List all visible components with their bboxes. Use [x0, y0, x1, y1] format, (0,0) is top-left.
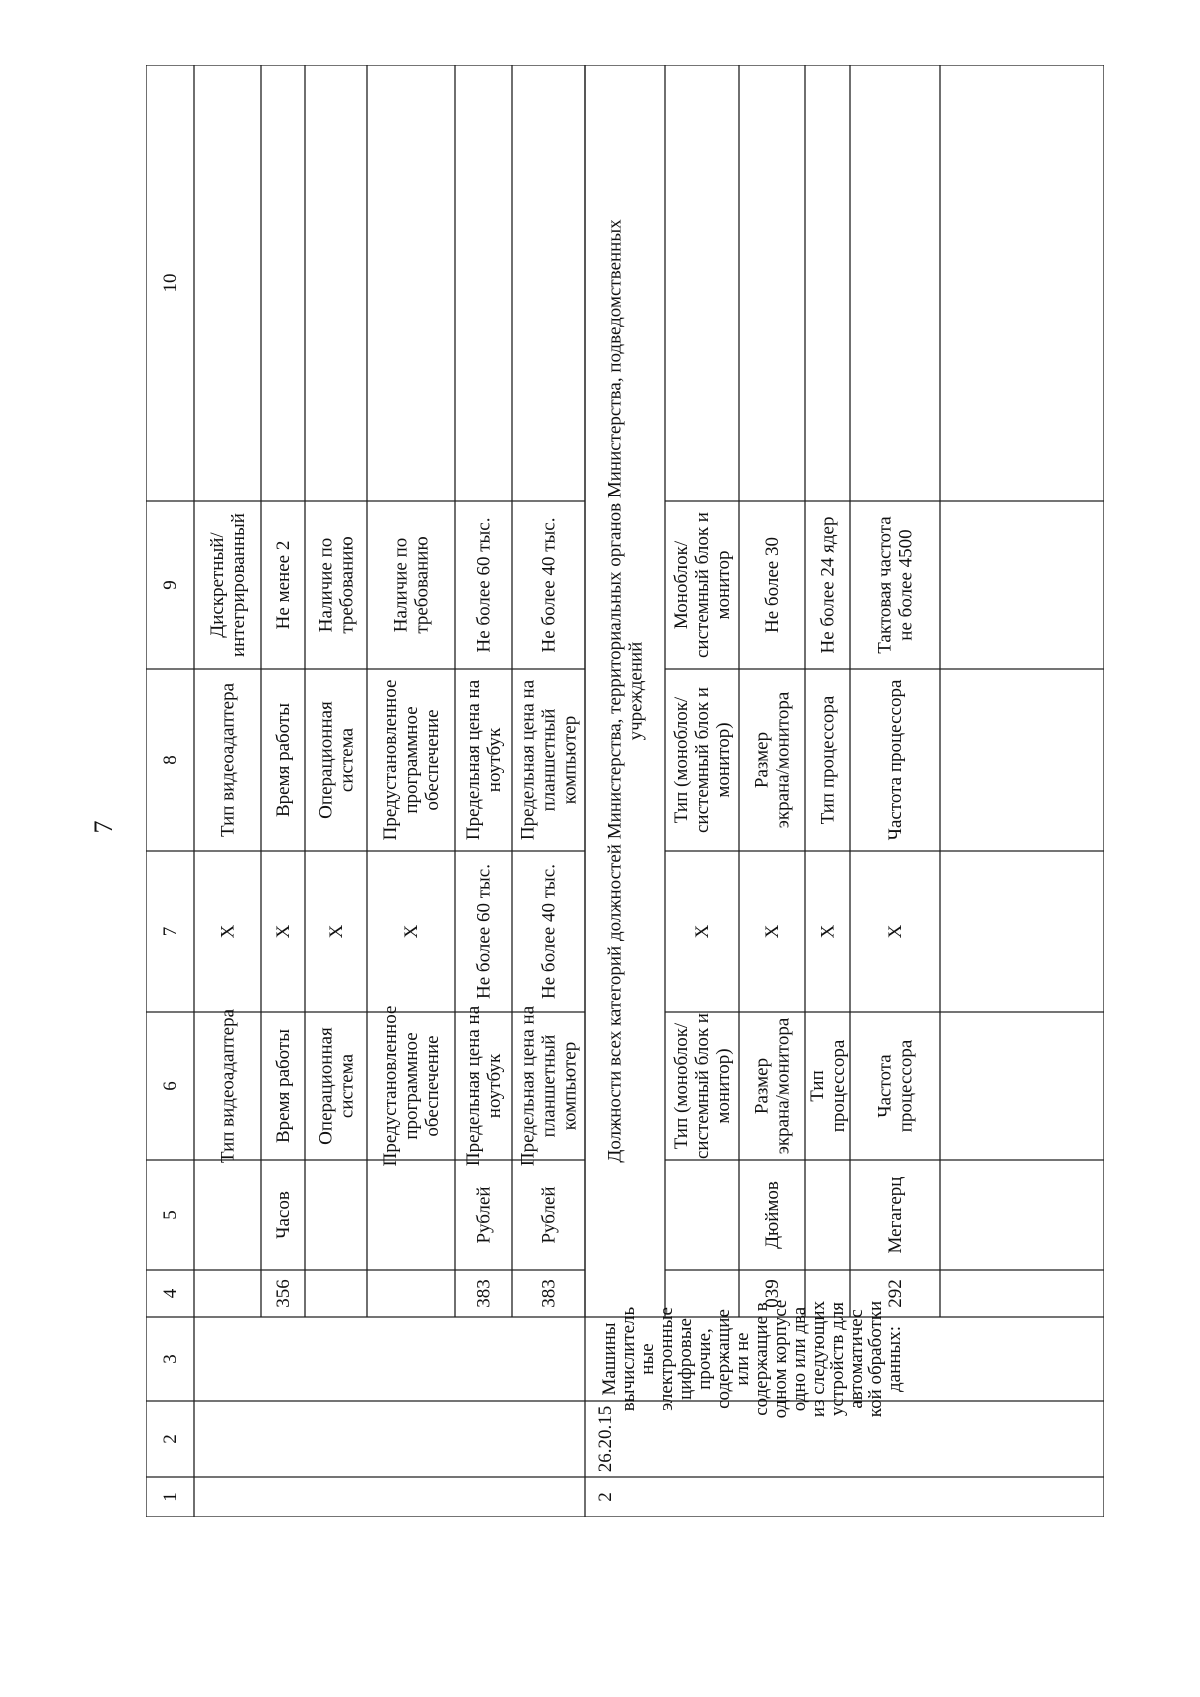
cell-value: Тактовая частотане более 4500 [874, 516, 917, 654]
document-table-frame [146, 65, 1104, 1517]
cell-okei-code: 383 [473, 1279, 495, 1308]
column-number: 9 [159, 580, 181, 590]
span-heading: Должности всех категорий должностей Министерства, территориальных органов Министерства, подведомственныхучреждений [604, 219, 647, 1163]
cell-approved-value: Х [325, 924, 347, 939]
cell-value: Наличие потребованию [390, 536, 433, 634]
cell-okei-code: 383 [538, 1279, 560, 1308]
cell-characteristic-2: Тип (моноблок/системный блок имонитор) [670, 687, 734, 833]
cell-value: Не более 40 тыс. [538, 517, 560, 653]
column-number: 10 [159, 273, 181, 293]
cell-unit: Мегагерц [884, 1176, 906, 1254]
cell-characteristic-2: Частота процессора [884, 679, 906, 841]
column-number: 4 [159, 1288, 181, 1299]
cell-characteristic: Операционнаясистема [315, 1027, 358, 1145]
cell-approved-value: Х [691, 924, 713, 939]
item-name: Машинывычислительныеэлектронныецифровыепрочие,содержащиеили несодержащие водном корпусеодно или дваиз следующихустройств дляавтоматической обработкиданных: [599, 1299, 905, 1419]
cell-characteristic-2: Операционнаясистема [315, 701, 358, 819]
cell-okei-code: 356 [272, 1279, 294, 1308]
column-number: 1 [159, 1492, 181, 1502]
cell-value: Дискретный/интегрированный [206, 513, 249, 657]
cell-characteristic: Предустановленноепрограммноеобеспечение [379, 1005, 443, 1167]
table-rotated-group [146, 65, 1104, 1517]
cell-unit: Рублей [473, 1186, 495, 1244]
cell-characteristic-2: Предустановленноепрограммноеобеспечение [379, 679, 443, 841]
cell-okei-code: 292 [884, 1279, 906, 1308]
cell-characteristic: Время работы [272, 1028, 294, 1144]
cell-characteristic: Размерэкрана/монитора [751, 1017, 794, 1155]
cell-approved-value: Х [217, 924, 239, 939]
cell-approved-value: Х [272, 924, 294, 939]
cell-value: Моноблок/системный блок имонитор [670, 512, 734, 658]
cell-value: Наличие потребованию [315, 536, 358, 634]
cell-characteristic-2: Тип видеоадаптера [217, 682, 239, 838]
cell-unit: Рублей [538, 1186, 560, 1244]
cell-unit: Часов [272, 1191, 294, 1239]
cell-characteristic: Предельная цена напланшетныйкомпьютер [517, 1005, 581, 1167]
cell-okei-code: 039 [761, 1279, 783, 1308]
cell-approved-value: Х [817, 924, 839, 939]
cell-value: Не менее 2 [272, 540, 294, 630]
cell-unit: Дюймов [761, 1181, 783, 1249]
column-number: 3 [159, 1354, 181, 1364]
item-number: 2 [594, 1492, 616, 1502]
cell-approved-value: Х [884, 924, 906, 939]
cell-approved-value: Не более 40 тыс. [538, 864, 560, 999]
column-number: 6 [159, 1081, 181, 1091]
cell-characteristic: Частотапроцессора [874, 1039, 917, 1133]
column-number: 8 [159, 755, 181, 765]
cell-value: Не более 60 тыс. [473, 517, 495, 653]
cell-characteristic: Тип (моноблок/системный блок имонитор) [670, 1013, 734, 1159]
cell-characteristic-2: Предельная цена напланшетныйкомпьютер [517, 679, 581, 841]
cell-characteristic-2: Предельная цена наноутбук [462, 679, 505, 841]
cell-characteristic-2: Время работы [272, 702, 294, 818]
column-number: 7 [159, 926, 181, 937]
cell-characteristic-2: Тип процессора [817, 695, 839, 825]
column-number: 2 [159, 1434, 181, 1444]
cell-characteristic-2: Размерэкрана/монитора [751, 691, 794, 829]
cell-characteristic: Тип видеоадаптера [217, 1008, 239, 1164]
document-table [146, 65, 1104, 1517]
cell-approved-value: Х [400, 924, 422, 939]
cell-characteristic: Типпроцессора [806, 1039, 849, 1133]
cell-approved-value: Х [761, 924, 783, 939]
cell-value: Не более 24 ядер [817, 516, 839, 654]
page-number: 7 [89, 820, 118, 834]
cell-approved-value: Не более 60 тыс. [473, 864, 495, 999]
item-okpd-code: 26.20.15 [594, 1405, 616, 1473]
column-number: 5 [159, 1210, 181, 1220]
cell-characteristic: Предельная цена наноутбук [462, 1005, 505, 1167]
cell-value: Не более 30 [761, 537, 783, 633]
